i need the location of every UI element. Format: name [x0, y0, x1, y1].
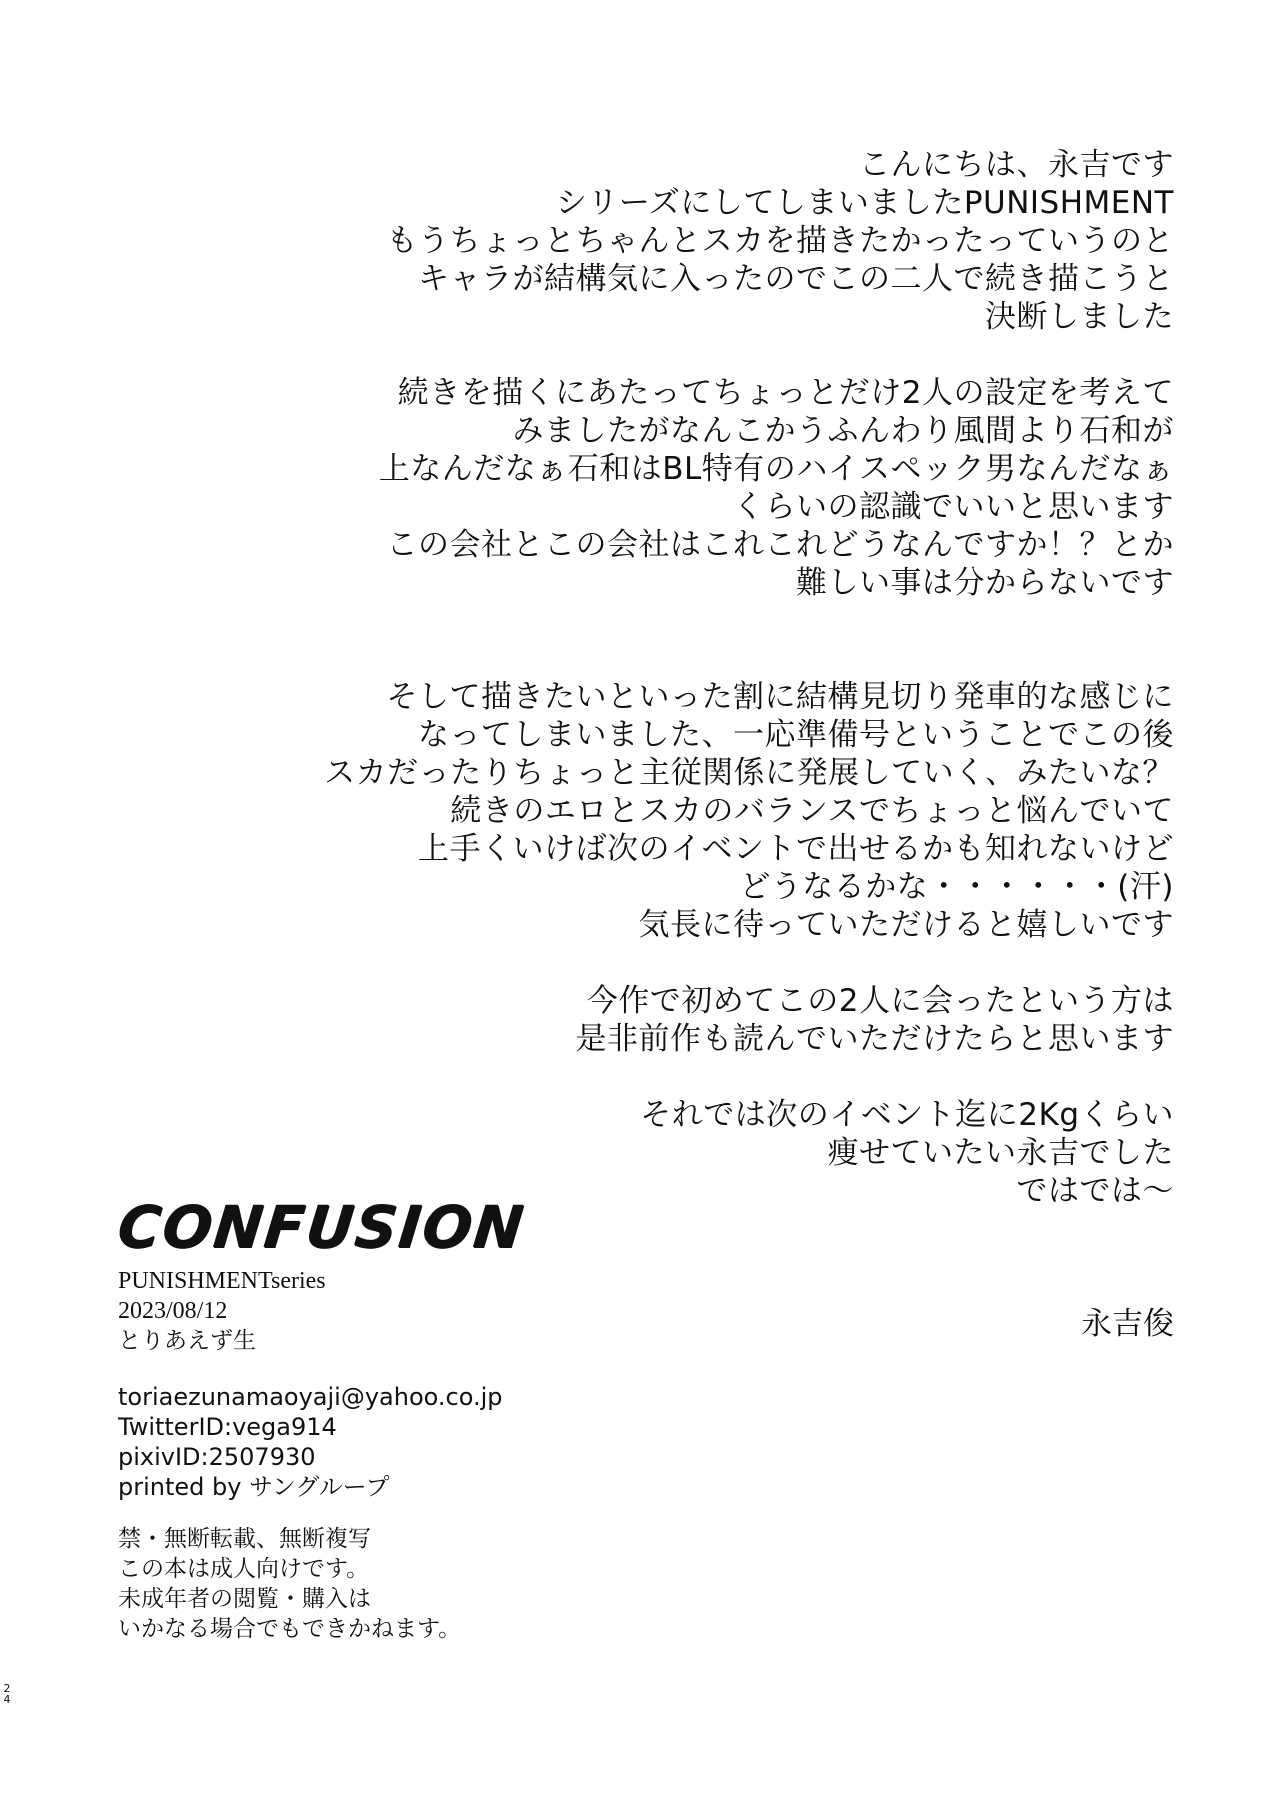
afterword-line: 決断しました	[985, 299, 1174, 335]
afterword-paragraph-4	[174, 982, 1174, 1058]
afterword-line: 続きのエロとスカのバランスでちょっと悩んでいて	[450, 793, 1174, 829]
afterword-paragraph-3	[174, 678, 1174, 944]
pixiv-id: pixivID:2507930	[118, 1443, 316, 1471]
notice-line: 禁・無断転載、無断複写	[118, 1526, 371, 1552]
afterword-line: どうなるかな・・・・・・(汗)	[739, 869, 1174, 905]
afterword-line: 是非前作も読んでいただけたらと思います	[575, 1021, 1174, 1057]
printer-credit: printed by サングループ	[118, 1473, 390, 1501]
afterword-line: スカだったりちょっと主従関係に発展していく、みたいな？	[324, 755, 1174, 791]
twitter-id: TwitterID:vega914	[118, 1413, 337, 1441]
notice-line: 未成年者の閲覧・購入は	[118, 1586, 371, 1612]
afterword-line: 痩せていたい永吉でした	[827, 1135, 1174, 1171]
afterword-text	[174, 146, 1174, 1248]
afterword-line: シリーズにしてしまいましたPUNISHMENT	[555, 185, 1174, 221]
colophon	[114, 1193, 738, 1644]
afterword-line: 気長に待っていただけると嬉しいです	[638, 907, 1174, 943]
email-address: toriaezunamaoyaji@yahoo.co.jp	[118, 1383, 503, 1411]
circle-name: とりあえず生	[118, 1328, 256, 1354]
afterword-line: 上なんだなぁ石和はBL特有のハイスペック男なんだなぁ	[378, 451, 1174, 487]
notice-line: いかなる場合でもできかねます。	[118, 1616, 462, 1642]
series-title: PUNISHMENTseries	[118, 1268, 326, 1294]
afterword-line: こんにちは、永吉です	[859, 147, 1174, 183]
page-number-digit: 4	[3, 1693, 11, 1706]
afterword-line: 続きを描くにあたってちょっとだけ2人の設定を考えて	[397, 375, 1174, 411]
afterword-line: なってしまいました、一応準備号ということでこの後	[418, 717, 1174, 753]
notice-line: この本は成人向けです。	[118, 1556, 370, 1582]
afterword-paragraph-1	[174, 146, 1174, 336]
afterword-line: この会社とこの会社はこれこれどうなんですか！？とか	[386, 527, 1174, 563]
confusion-logo: CONFUSION	[114, 1193, 528, 1261]
afterword-line: 今作で初めてこの2人に会ったという方は	[586, 983, 1174, 1019]
afterword-line: そして描きたいといった割に結構見切り発車的な感じに	[386, 679, 1174, 715]
contact-info	[118, 1382, 738, 1502]
page-number	[2, 1683, 12, 1705]
afterword-line: キャラが結構気に入ったのでこの二人で続き描こうと	[418, 261, 1174, 297]
page-number-digit: 2	[3, 1682, 11, 1695]
afterword-line: 上手くいけば次のイベントで出せるかも知れないけど	[418, 831, 1174, 867]
afterword-line: 難しい事は分からないです	[796, 565, 1174, 601]
afterword-paragraph-2	[174, 374, 1174, 602]
afterword-line: もうちょっとちゃんとスカを描きたかったっていうのと	[386, 223, 1174, 259]
publication-info	[118, 1266, 738, 1356]
afterword-line: くらいの認識でいいと思います	[733, 489, 1174, 525]
afterword-line: それでは次のイベント迄に2Kgくらい	[640, 1097, 1174, 1133]
legal-notice	[118, 1524, 738, 1644]
afterword-line: みましたがなんこかうふんわり風間より石和が	[512, 413, 1174, 449]
publication-date: 2023/08/12	[118, 1298, 228, 1324]
author-signature: 永吉俊	[1081, 1306, 1174, 1342]
afterword-line: ではでは～	[1016, 1173, 1174, 1209]
